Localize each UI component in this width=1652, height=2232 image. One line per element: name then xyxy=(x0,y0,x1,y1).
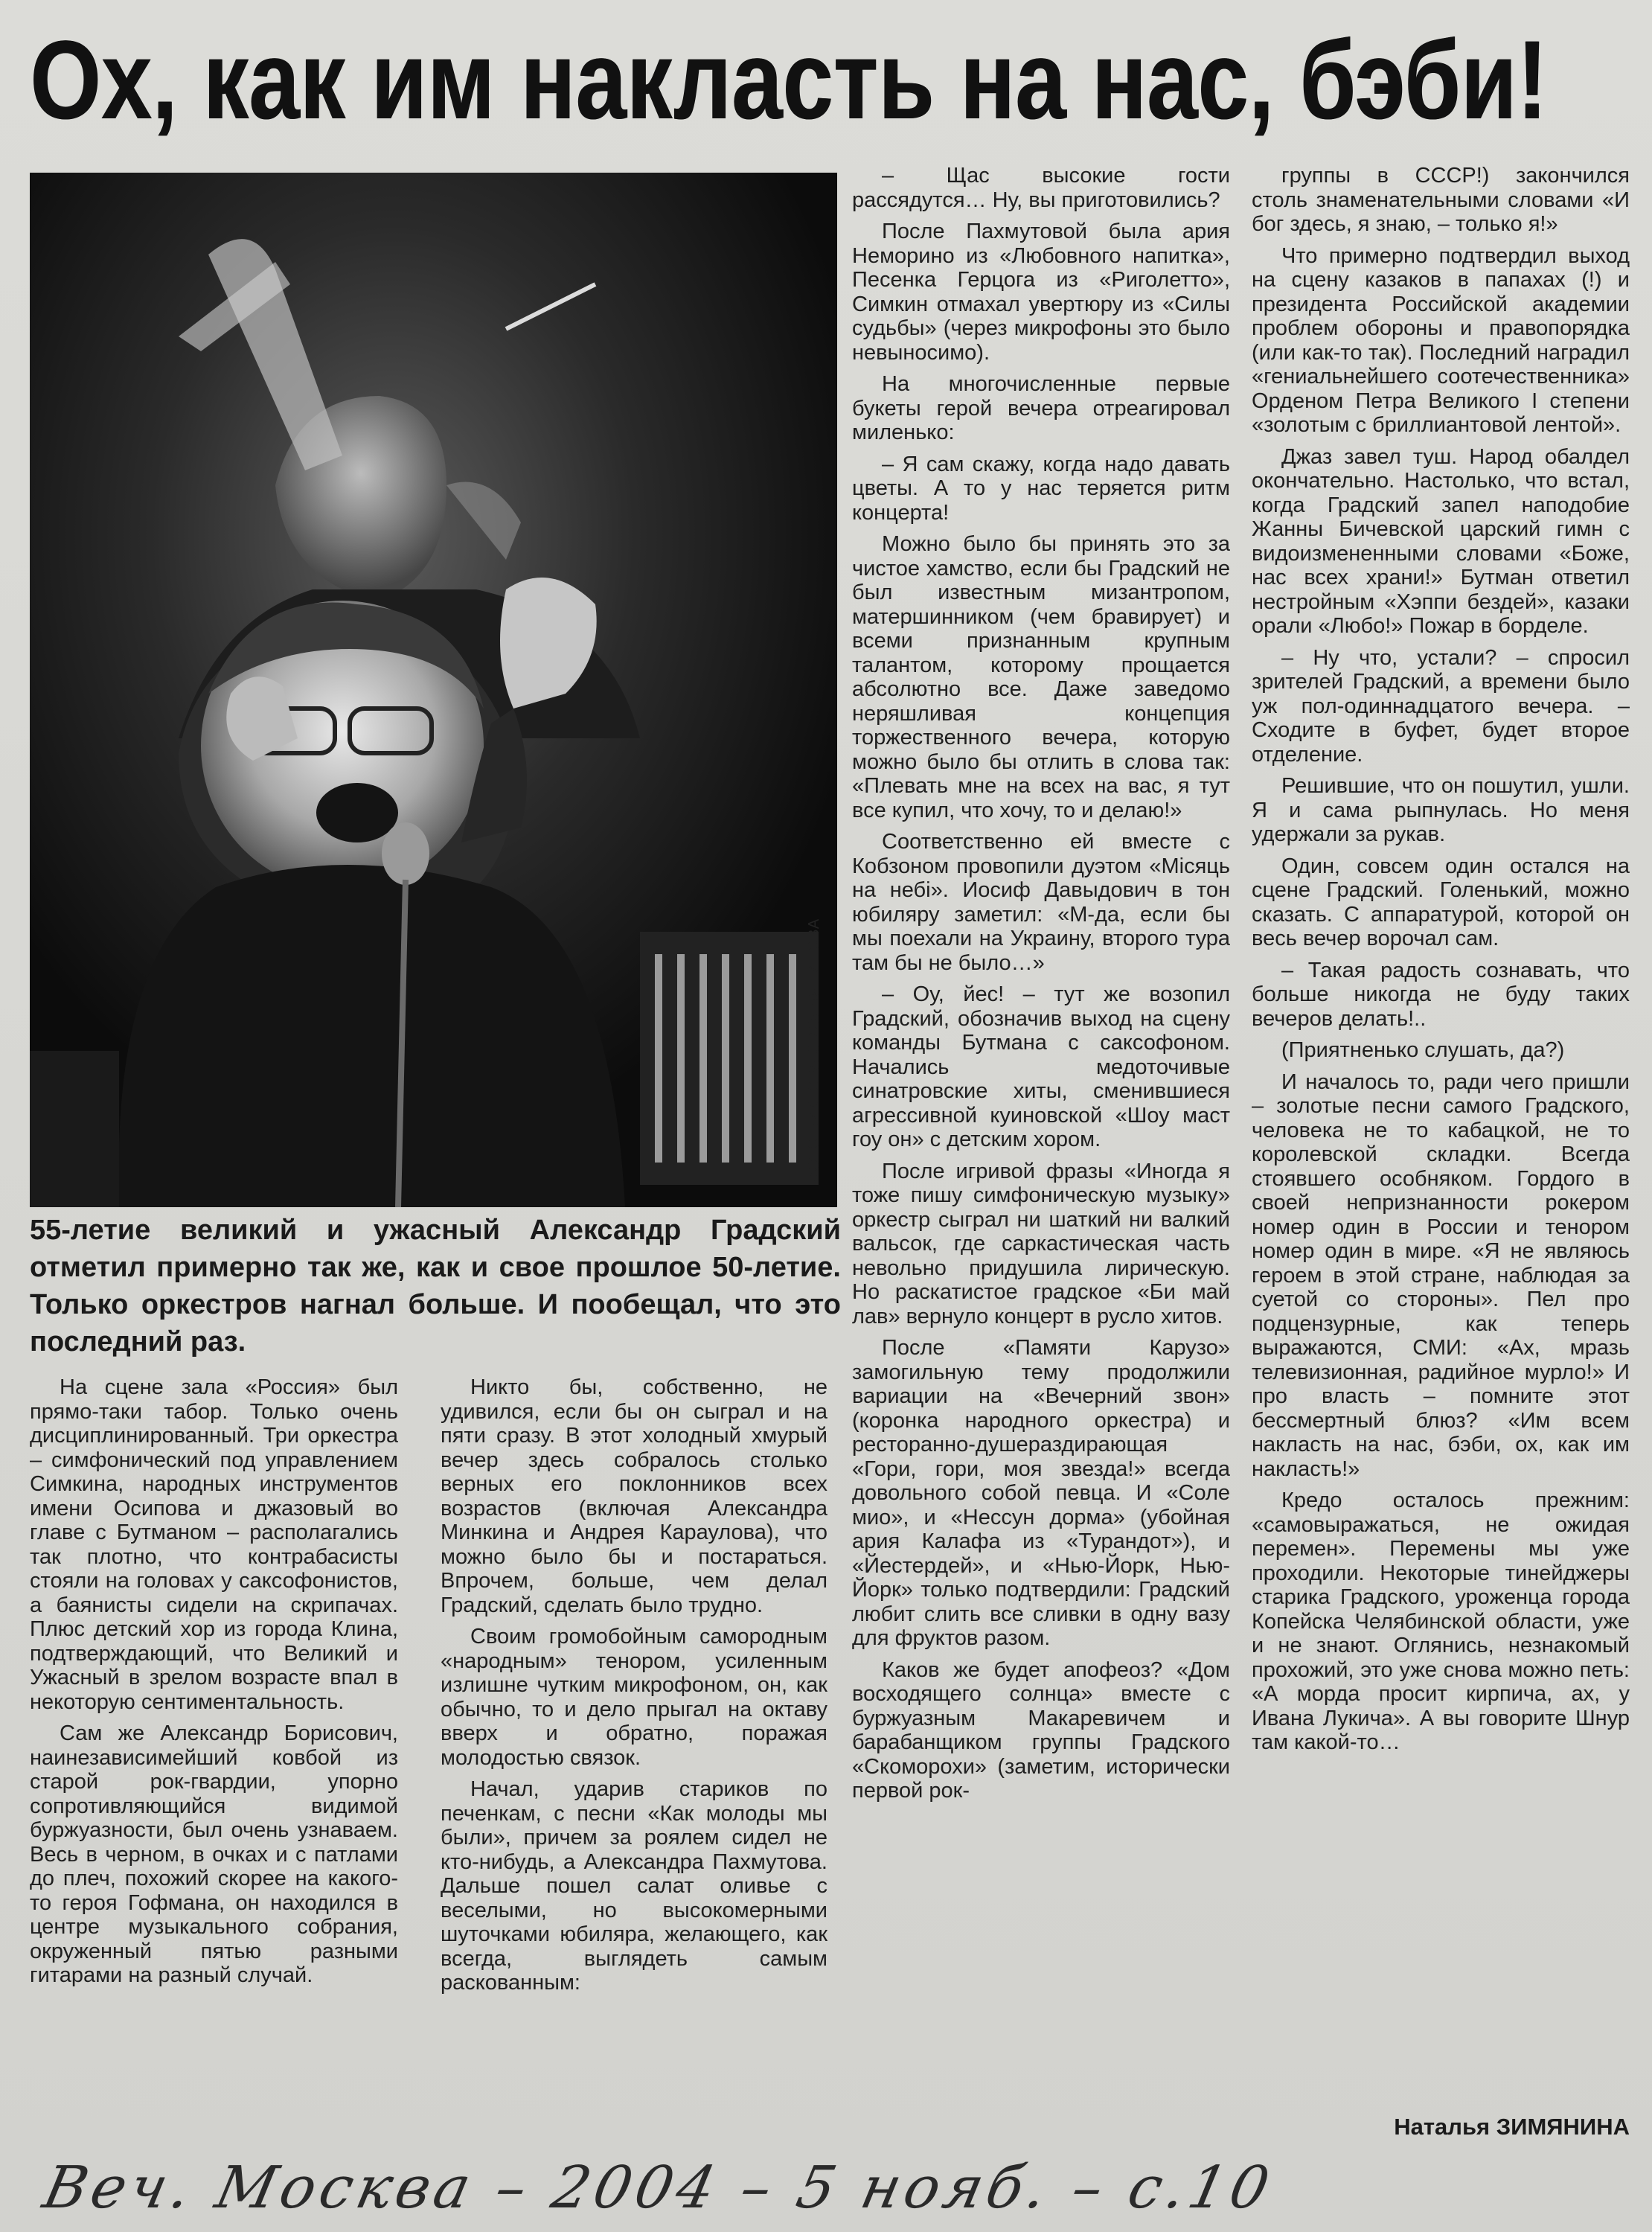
paragraph: (Приятненько слушать, да?) xyxy=(1281,1038,1565,1062)
paragraph: – Ну что, устали? – спросил зрителей Градский, а времени было уж пол-одиннадцатого вечера. – Сходите в буфет, будет второе отделение. xyxy=(1252,645,1630,767)
paragraph: Один, совсем один остался на сцене Градский. Голенький, можно сказать. С аппаратурой, которой он весь вечер ворочал сам. xyxy=(1252,854,1630,950)
paragraph: Решившие, что он пошутил, ушли. Я и сама рыпнулась. Но меня удержали за рукав. xyxy=(1252,774,1630,846)
handwritten-source-note: Веч. Москва – 2004 – 5 нояб. – с.10 xyxy=(37,2155,1279,2222)
paragraph: После «Памяти Карузо» замогильную тему продолжили вариации на «Вечерний звон» (коронка народного оркестра) и ресторанно-душераздирающая «Гори, гори, моя звезда!» всегда довольного собой певца. И «Соле мио», и «Нессун дорма» (убойная ария Калафа из «Турандот»), и «Йестердей», и «Нью-Йорк, Нью-Йорк» только подтвердили: Градский любит слить все сливки в одну вазу для фруктов разом. xyxy=(852,1336,1230,1650)
article-column-4 xyxy=(1252,164,1630,2151)
paragraph: После игривой фразы «Иногда я тоже пишу симфоническую музыку» оркестр сыграл ни шаткий ни валкий вальсок, где саркастическая часть невольно придушила лирическую. Но раскатистое градское «Би май лав» вернуло концерт в русло хитов. xyxy=(852,1159,1230,1328)
article-column-3 xyxy=(852,164,1230,2151)
photo-credit: ФОТО ВИКТОРА СМОЛЬЯНИНОВА xyxy=(806,918,822,1183)
photo-caption: 55-летие великий и ужасный Александр Градский отметил примерно так же, как и свое прошлое 50-летие. Только оркестров нагнал больше. И пообещал, что это последний раз. xyxy=(30,1215,841,1358)
article-column-1 xyxy=(30,1375,398,2149)
article-column-2 xyxy=(441,1375,827,2149)
paragraph: – Оу, йес! – тут же возопил Градский, обозначив выход на сцену команды Бутмана с саксофоном. Начались медоточивые синатровские хиты, сменившиеся агрессивной куиновской «Шоу маст гоу он» с детским хором. xyxy=(852,982,1230,1151)
paragraph: – Такая радость сознавать, что больше никогда не буду таких вечеров делать!.. xyxy=(1252,958,1630,1031)
paragraph: На сцене зала «Россия» был прямо-таки табор. Только очень дисциплинированный. Три оркестра – симфонический под управлением Симкина, народных инструментов имени Осипова и джазовый во главе с Бутманом – располагались так плотно, что контрабасисты стояли на головах у саксофонистов, а баянисты сидели на скрипачах. Плюс детский хор из города Клина, подтверждающий, что Великий и Ужасный в зрелом возрасте впал в некоторую сентиментальность. xyxy=(30,1375,398,1714)
paragraph: Своим громобойным самородным «народным» тенором, усиленным излишне чутким микрофоном, он, как обычно, то и дело прыгал на октаву вверх и обратно, поражая молодостью связок. xyxy=(441,1625,827,1770)
paragraph: После Пахмутовой была ария Неморино из «Любовного напитка», Песенка Герцога из «Риголетто», Симкин отмахал увертюру из «Силы судьбы» (через микрофоны это было невыносимо). xyxy=(852,220,1230,365)
paragraph: Джаз завел туш. Народ обалдел окончательно. Настолько, что встал, когда Градский запел наподобие Жанны Бичевской царский гимн с видоизмененными словами «Боже, нас всех храни!» Бутман ответил нестройным «Хэппи бездей», казаки орали «Любо!» Пожар в борделе. xyxy=(1252,444,1630,638)
paragraph: – Щас высокие гости рассядутся… Ну, вы приготовились? xyxy=(852,164,1230,212)
byline: Наталья ЗИМЯНИНА xyxy=(1394,2114,1630,2140)
paragraph: Сам же Александр Борисович, наинезависимейший ковбой из старой рок-гвардии, упорно сопротивляющийся видимой буржуазности, был очень узнаваем. Весь в черном, в очках и с патлами до плеч, похожий скорее на какого-то героя Гофмана, он находился в центре музыкального собрания, окруженный пятью разными гитарами на разный случай. xyxy=(30,1721,398,1987)
paragraph: Каков же будет апофеоз? «Дом восходящего солнца» вместе с буржуазным Макаревичем и барабанщиком группы Градского «Скоморохи» (заметим, исторически первой рок- xyxy=(852,1657,1230,1803)
paragraph: Соответственно ей вместе с Кобзоном провопили дуэтом «Місяць на небі». Иосиф Давыдович в тон юбиляру заметил: «М-да, если бы мы поехали на Украину, второго тура там бы не было…» xyxy=(852,830,1230,975)
paragraph: Что примерно подтвердил выход на сцену казаков в папахах (!) и президента Российской академии проблем обороны и правопорядка (или как-то так). Последний наградил «гениальнейшего соотечественника» Орденом Петра Великого I степени «золотым с бриллиантовой лентой». xyxy=(1252,243,1630,437)
singer-photo-illustration xyxy=(30,173,837,1207)
paragraph: На многочисленные первые букеты герой вечера отреагировал миленько: xyxy=(852,372,1230,444)
paragraph: И началось то, ради чего пришли – золотые песни самого Градского, человека не то кабацкой, не то королевской складки. Всегда стоявшего особняком. Гордого в своей непризнанности рокером номер один в России и тенором номер один в мире. «Я не являюсь героем в этой стране, наблюдая за суетой со стороны». Пел про подцензурные, как теперь выражаются, СМИ: «Ах, мразь телевизионная, радийное мурло!» И про власть – помните этот бессмертный блюз? «Им всем накласть на нас, бэби, ох, как им накласть!» xyxy=(1252,1069,1630,1481)
paragraph: Кредо осталось прежним: «самовыражаться, не ожидая перемен». Перемены мы уже проходили. Некоторые тинейджеры старика Градского, уроженца города Копейска Челябинской области, уже и не знают. Оглянись, незнакомый прохожий, это уже снова можно петь: «А морда просит кирпича, ах, у Ивана Лукича». А вы говорите Шнур там какой-то… xyxy=(1252,1488,1630,1754)
paragraph: – Я сам скажу, когда надо давать цветы. А то у нас теряется ритм концерта! xyxy=(852,452,1230,525)
paragraph: группы в СССР!) закончился столь знаменательными словами «И бог здесь, я знаю, – только я!» xyxy=(1252,164,1630,236)
paragraph: Начал, ударив стариков по печенкам, с песни «Как молоды мы были», причем за роялем сидел не кто-нибудь, а Александра Пахмутова. Дальше пошел салат оливье с веселыми, но высокомерными шуточками юбиляра, желающего, как всегда, выглядеть самым раскованным: xyxy=(441,1777,827,1995)
paragraph: Можно было бы принять это за чистое хамство, если бы Градский не был известным мизантропом, матершинником (чем бравирует) и всеми признанным крупным талантом, которому прощается абсолютно все. Даже заведомо неряшливая концепция торжественного вечера, которую можно было бы отлить в слова так: «Плевать мне на всех на вас, я тут все купил, что хочу, то и делаю!» xyxy=(852,532,1230,822)
paragraph: Никто бы, собственно, не удивился, если бы он сыграл и на пяти сразу. В этот холодный хмурый вечер здесь собралось столько верных его поклонников всех возрастов (включая Александра Минкина и Андрея Караулова), что можно было бы и постараться. Впрочем, больше, чем делал Градский, сделать было трудно. xyxy=(441,1375,827,1617)
concert-photo xyxy=(30,173,837,1207)
headline: Ох, как им накласть на нас, бэби! xyxy=(30,17,1548,142)
